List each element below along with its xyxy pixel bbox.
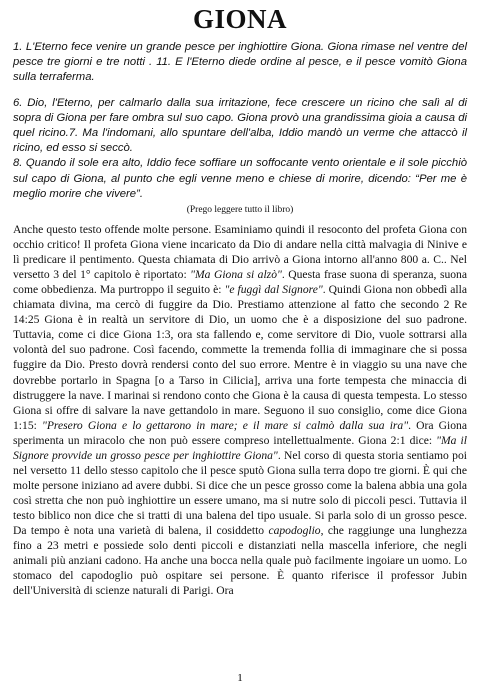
quote-paragraph-2: 6. Dio, l'Eterno, per calmarlo dalla sua irritazione, fece crescere un ricino che salì al di sopra di Giona per fare ombra sul suo capo. Giona provò una grandissima gioia a causa di quel ricino.7. Ma l'indomani, allo spuntare dell'alba, Iddio mandò un verme che attaccò il ricino, ed esso si seccò. [13,96,467,155]
body-quote: "Ma Giona si alzò" [190,268,282,282]
body-text: . Nel corso di questa storia sentiamo poi nel versetto 11 dello stesso capitolo che il pesce sputò Giona sulla terra dopo tre giorni. È qui che molte persone iniziano ad avere dubbi. Si dice che un pesce grosso come la balena abbia una gola così stretta che non può inghiottire un essere umano, ma si nutre solo di piccoli pesci. Tuttavia il testo biblico non dice che si tratti di una balena del tipo usuale. Si parla solo di un grosso pesce. Da tempo è nota una varietà di balena, il cosiddetto [13,448,467,537]
body-text: . Questa frase suona di speranza, suona come obbedienza. Ma purtroppo il seguito è: [13,268,467,297]
body-term: capodoglio [268,523,321,537]
scripture-quote [13,40,467,202]
body-text: . Quindi Giona non obbedì alla chiamata divina, ma cercò di fuggire da Dio. Prestiamo attenzione al fatto che secondo 2 Re 14:25 Giona è in realtà un servitore di Dio, un uomo che è a disposizione del suo padrone. Tuttavia, come ci dice Giona 1:3, ora sta fallendo e, come servitore di Dio, vuole sottrarsi alla volontà del suo padrone. Così facendo, commette la tremenda follia di immaginare che si possa fuggire da Dio. Presto dovrà rendersi conto del suo errore. Mentre è in viaggio su una nave che dovrebbe portarlo in Spagna [o a Tarso in Cilicia], arriva una forte tempesta che minaccia di distruggere la nave. I marinai si rendono conto che Giona è la causa di questa tempesta. Lo stesso Giona si offre di salvare la nave gettandolo in mare. Seguono il suo consiglio, come dice Giona 1:15: [13,283,468,432]
body-text: , che raggiunge una lunghezza fino a 23 metri e possiede solo denti piccoli e distanziati nella mascella inferiore, che negli animali più anziani cadono. Ha anche una bocca nella quale può facilmente ingoiare un uomo. Lo stomaco del capodoglio può ospitare sei persone. È quanto riferisce il professor Jubin dell'Università di scienze naturali di Parigi. Ora [13,523,467,598]
page-number: 1 [237,672,243,684]
reading-note: (Prego leggere tutto il libro) [186,205,294,216]
body-text: Anche questo testo offende molte persone. Esaminiamo quindi il resoconto del profeta Giona con occhio critico! Il profeta Giona viene incaricato da Dio di andare nella città malvagia di Ninive e lì predicare il pentimento. Questa chiamata di Dio arrivò a Giona intorno all'anno 800 a. C.. Nel versetto 3 del 1° capitolo è riportato: [13,223,467,282]
body-paragraph [13,222,467,598]
page-title: GIONA [192,4,287,34]
body-quote: "Ma il Signore provvide un grosso pesce per inghiottire Giona" [13,433,467,462]
body-quote: "e fuggì dal Signore" [224,283,323,297]
body-text: . Ora Giona sperimenta un miracolo che non può essere compreso intellettualmente. Giona 2:1 dice: [13,418,467,447]
quote-paragraph-3: 8. Quando il sole era alto, Iddio fece soffiare un soffocante vento orientale e il sole picchiò sul capo di Giona, al punto che egli venne meno e chiese di morire, dicendo: “Per me è meglio morire che vivere”. [13,157,467,200]
body-quote: "Presero Giona e lo gettarono in mare; e il mare si calmò dalla sua ira" [41,418,409,432]
quote-paragraph-1: 1. L'Eterno fece venire un grande pesce per inghiottire Giona. Giona rimase nel ventre del pesce tre giorni e tre notti . 11. E l'Eterno diede ordine al pesce, e il pesce vomitò Giona sulla terraferma. [13,41,467,84]
